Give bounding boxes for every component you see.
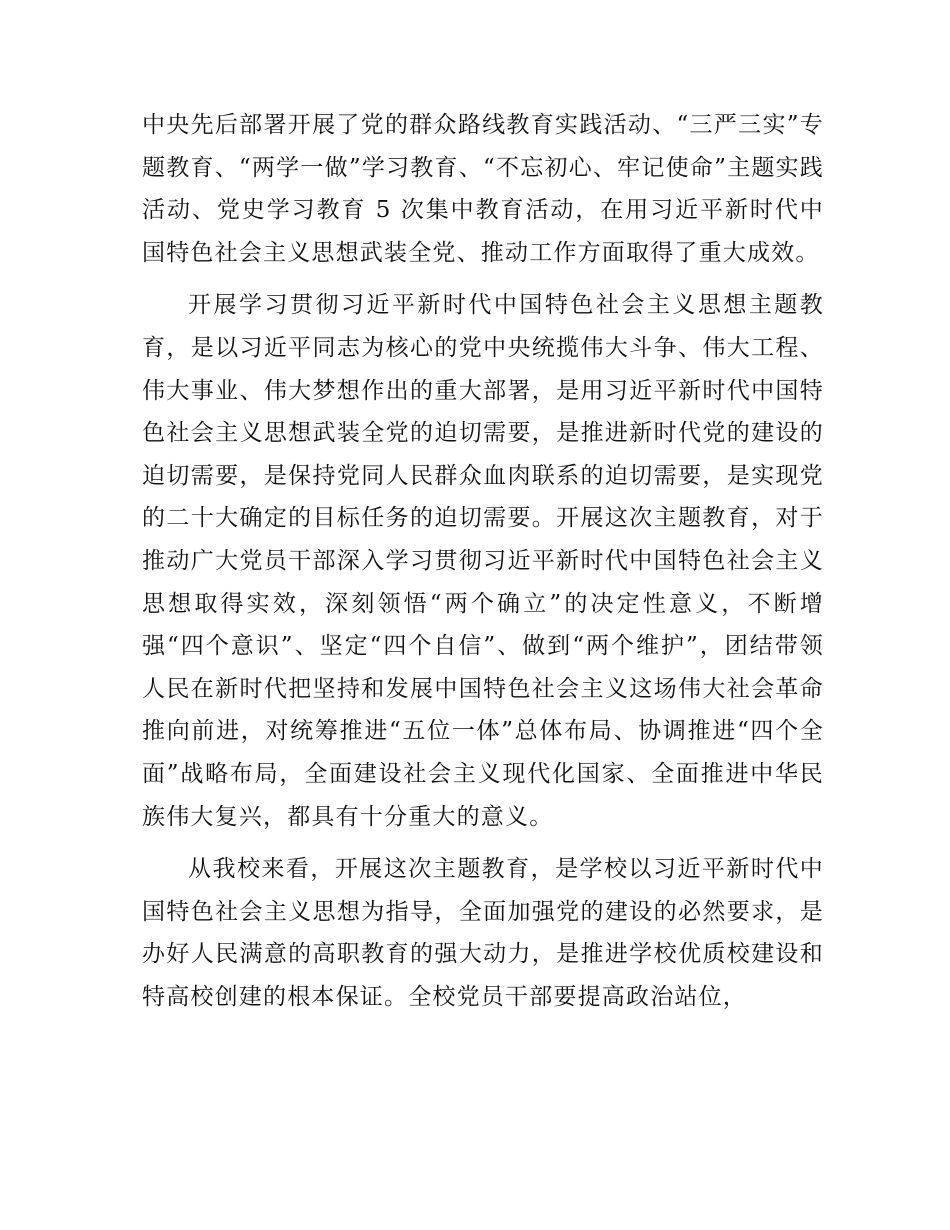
paragraph-1: 中央先后部署开展了党的群众路线教育实践活动、“三严三实”专题教育、“两学一做”学习教育、“不忘初心、牢记使命”主题实践活动、党史学习教育 5 次集中教育活动，在用习近平新时代中国特色社会主义思想武装全党、推动工作方面取得了重大成效。 [142, 112, 824, 266]
document-body [142, 104, 824, 1018]
paragraph-3: 从我校来看，开展这次主题教育，是学校以习近平新时代中国特色社会主义思想为指导，全面加强党的建设的必然要求，是办好人民满意的高职教育的强大动力，是推进学校优质校建设和特高校创建的根本保证。全校党员干部要提高政治站位， [142, 856, 824, 1010]
paragraph-2: 开展学习贯彻习近平新时代中国特色社会主义思想主题教育，是以习近平同志为核心的党中央统揽伟大斗争、伟大工程、伟大事业、伟大梦想作出的重大部署，是用习近平新时代中国特色社会主义思想武装全党的迫切需要，是推进新时代党的建设的迫切需要，是保持党同人民群众血肉联系的迫切需要，是实现党的二十大确定的目标任务的迫切需要。开展这次主题教育，对于推动广大党员干部深入学习贯彻习近平新时代中国特色社会主义思想取得实效，深刻领悟“两个确立”的决定性意义，不断增强“四个意识”、坚定“四个自信”、做到“两个维护”，团结带领人民在新时代把坚持和发展中国特色社会主义这场伟大社会革命推向前进，对统筹推进“五位一体”总体布局、协调推进“四个全面”战略布局，全面建设社会主义现代化国家、全面推进中华民族伟大复兴，都具有十分重大的意义。 [142, 292, 824, 830]
